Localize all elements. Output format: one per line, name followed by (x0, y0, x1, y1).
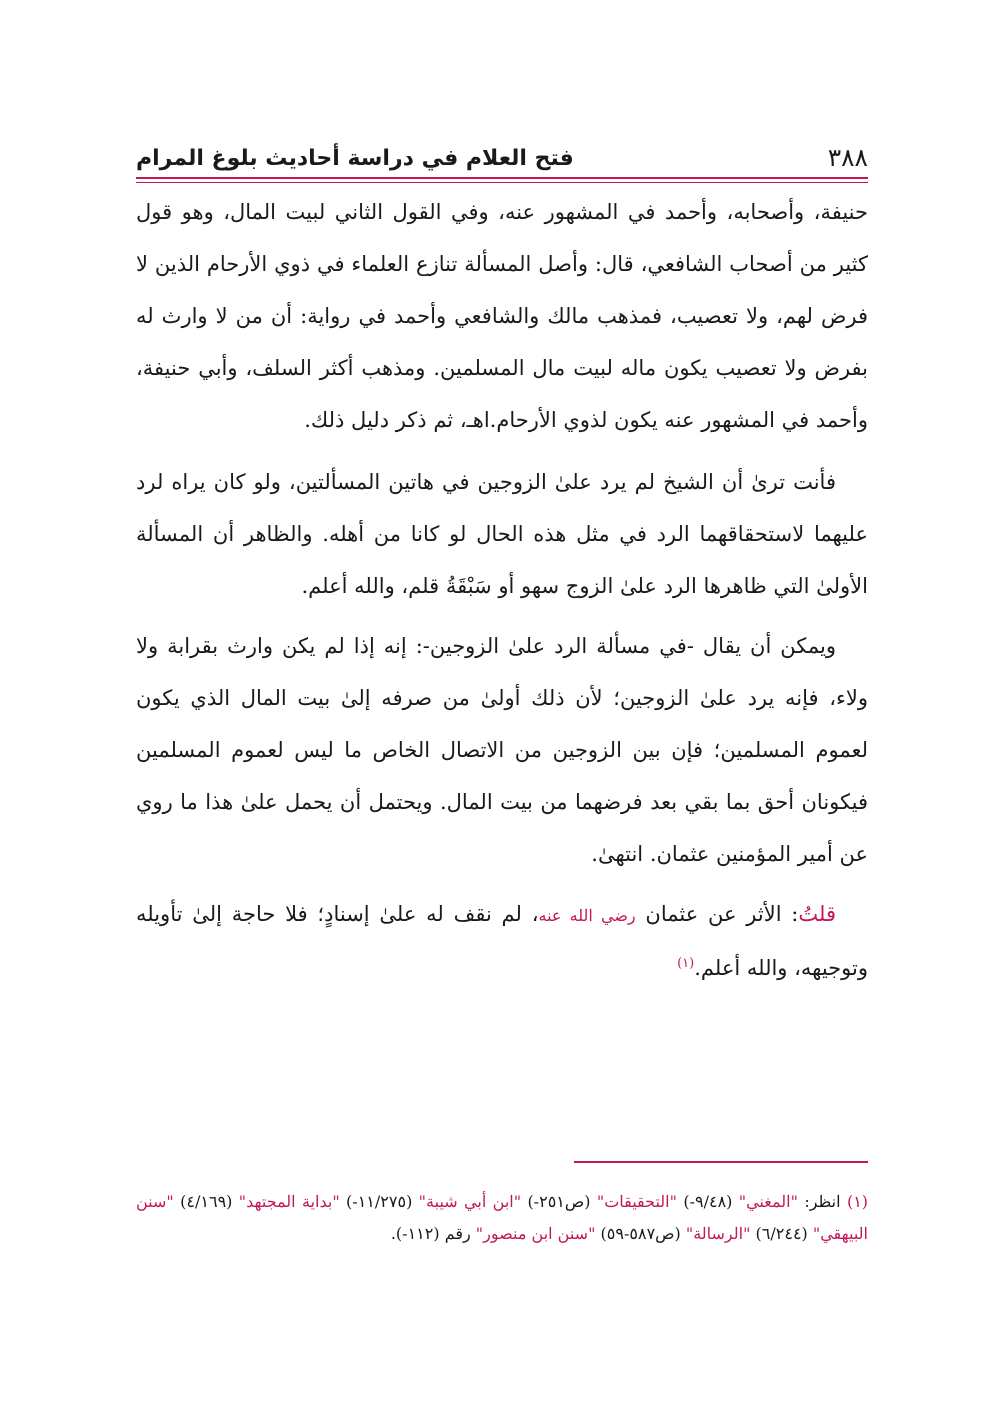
footnote-reference: (٦/٢٤٤) (750, 1224, 813, 1243)
footnote-source-title: "سنن البيهقي" (136, 1192, 868, 1243)
footnote-source-title: "بداية المجتهد" (238, 1192, 340, 1211)
paragraph-4 (136, 888, 868, 994)
footnote-source-title: "سنن ابن منصور" (475, 1224, 596, 1243)
footnote-reference: (ص٥٨٧-٥٩) (595, 1224, 686, 1243)
footnote-source-title: "الرسالة" (685, 1224, 751, 1243)
page-number: ٣٨٨ (827, 143, 868, 172)
header-rule (136, 177, 868, 179)
paragraph-4-part-b: ، لم نقف له علىٰ إسنادٍ؛ فلا حاجة إلىٰ تأويله وتوجيهه، والله أعلم. (136, 902, 868, 980)
footnote-marker[interactable]: (١) (677, 956, 695, 971)
footnote-number: (١) (846, 1192, 869, 1211)
footnote-reference: (٤/١٦٩) (173, 1192, 239, 1211)
paragraph-3: ويمكن أن يقال -في مسألة الرد علىٰ الزوجين-: إنه إذا لم يكن وارث بقرابة ولا ولاء، فإنه يرد علىٰ الزوجين؛ لأن ذلك أولىٰ من صرفه إلىٰ بيت المال الذي يكون لعموم المسلمين؛ فإن بين الزوجين من الاتصال الخاص ما ليس لعموم المسلمين فيكونان أحق بما بقي بعد فرضهما من بيت المال. ويحتمل أن يحمل علىٰ هذا ما روي عن أمير المؤمنين عثمان. انتهىٰ. (136, 634, 868, 866)
footnote-source-title: "التحقيقات" (596, 1192, 677, 1211)
page-header (136, 126, 868, 170)
footnote-reference: (ص٢٥١-) (521, 1192, 597, 1211)
qult-label: قلتُ (798, 902, 836, 926)
footnote-source-title: "ابن أبي شيبة" (418, 1192, 522, 1211)
footnote-text (136, 1192, 868, 1243)
body-text (136, 186, 868, 1002)
paragraph-2: فأنت ترىٰ أن الشيخ لم يرد علىٰ الزوجين في هاتين المسألتين، ولو كان يراه لرد عليهما لاستحقاقهما الرد في مثل هذه الحال لو كانا من أهله. والظاهر أن المسألة الأولىٰ التي ظاهرها الرد علىٰ الزوج سهو أو سَبْقَةُ قلم، والله أعلم. (136, 470, 868, 598)
footnote-reference: (١١/٢٧٥-) (339, 1192, 419, 1211)
paragraph-1: حنيفة، وأصحابه، وأحمد في المشهور عنه، وفي القول الثاني لبيت المال، وهو قول كثير من أصحاب الشافعي، قال: وأصل المسألة تنازع العلماء في ذوي الأرحام الذين لا فرض لهم، ولا تعصيب، فمذهب مالك والشافعي وأحمد في رواية: أن من لا وارث له بفرض ولا تعصيب يكون ماله لبيت مال المسلمين. ومذهب أكثر السلف، وأبي حنيفة، وأحمد في المشهور عنه يكون لذوي الأرحام.اهـ، ثم ذكر دليل ذلك. (136, 200, 868, 432)
footnote-reference: رقم (١١٢-). (390, 1224, 476, 1243)
footnote-reference: (٩/٤٨-) (676, 1192, 739, 1211)
honorific-glyph: رضي الله عنه (538, 906, 636, 925)
footnote-source-title: "المغني" (738, 1192, 798, 1211)
footnote (136, 1186, 868, 1250)
paragraph-4-part-a: : الأثر عن عثمان (635, 902, 799, 926)
header-rule-thin (136, 182, 868, 183)
footnote-reference: انظر: (797, 1192, 847, 1211)
footnote-rule (574, 1161, 868, 1163)
running-title: فتح العلام في دراسة أحاديث بلوغ المرام (136, 146, 574, 171)
